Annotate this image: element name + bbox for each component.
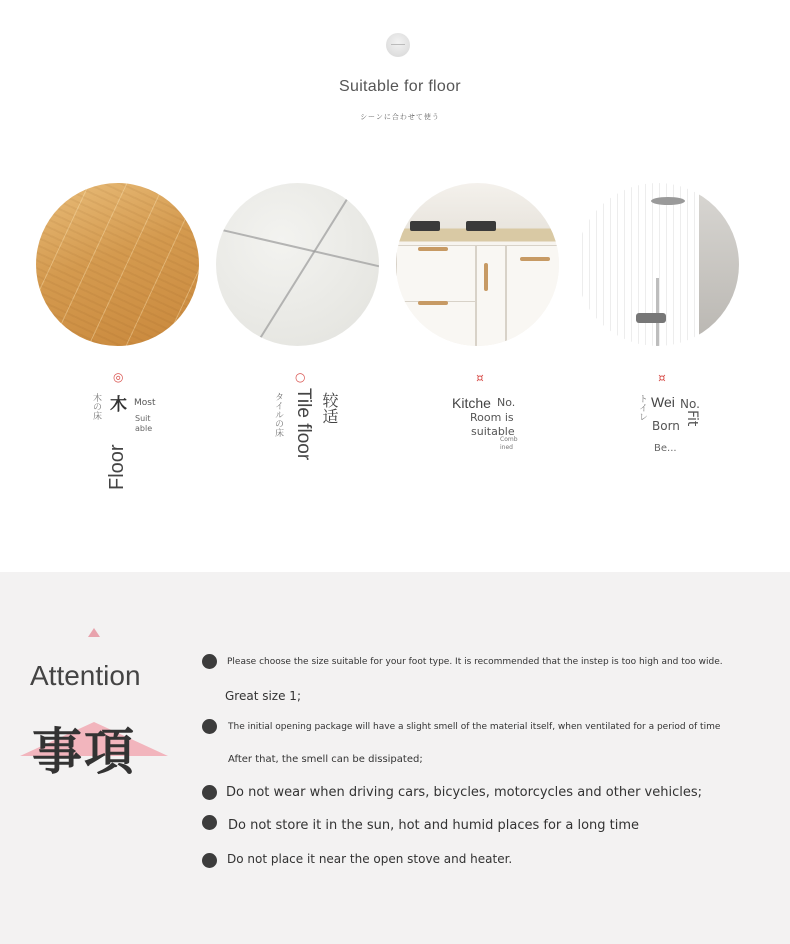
pink-triangle-icon	[88, 628, 100, 637]
tile-label-cn: 较适	[320, 392, 339, 424]
bath-label-en1: Wei	[651, 394, 675, 410]
bullet-dot-icon	[202, 719, 217, 734]
tile-floor-image	[216, 183, 379, 346]
circle-mark-icon: ○	[295, 370, 306, 384]
section-subtitle: シーンに合わせて使う	[360, 113, 440, 121]
floor-badge-icon	[386, 33, 410, 57]
kitchen-label-line3: suitable	[471, 425, 515, 436]
attention-item: Please choose the size suitable for your foot type. It is recommended that the instep is too high and too wide.	[227, 657, 723, 667]
attention-item: The initial opening package will have a slight smell of the material itself, when ventilated for a period of time	[228, 722, 721, 732]
bath-label-en3: Be...	[654, 443, 677, 454]
bullet-dot-icon	[202, 815, 217, 830]
wood-label-en: Floor	[106, 444, 128, 490]
wood-note-title: Most	[134, 398, 156, 408]
kitchen-label-no: No.	[497, 396, 516, 409]
bath-label-en2: Born	[652, 419, 680, 433]
bathroom-image	[576, 183, 739, 346]
wood-floor-image	[36, 183, 199, 346]
bullet-dot-icon	[202, 853, 217, 868]
wood-label-jp: 木の床	[91, 393, 101, 420]
bullet-dot-icon	[202, 785, 217, 800]
tile-label-en: Tile floor	[293, 388, 314, 461]
attention-title-en: Attention	[30, 660, 141, 691]
kitchen-label-line2: Room is	[470, 411, 514, 424]
attention-item: After that, the smell can be dissipated;	[228, 754, 423, 765]
kitchen-label-en: Kitche	[452, 395, 491, 411]
attention-item: Do not store it in the sun, hot and humid places for a long time	[228, 818, 640, 833]
attention-title-cn: 事項	[32, 723, 136, 781]
bath-label-fit: Fit	[684, 410, 700, 427]
section-title: Suitable for floor	[339, 78, 461, 95]
kitchen-label-small: Comb ined	[500, 436, 518, 451]
attention-item: Do not place it near the open stove and heater.	[227, 852, 513, 866]
attention-item: Do not wear when driving cars, bicycles, motorcycles and other vehicles;	[226, 785, 703, 800]
attention-item: Great size 1;	[225, 689, 301, 703]
bath-label-no: No.	[680, 397, 700, 411]
wood-note-sub: Suit able	[135, 414, 153, 433]
bath-label-jp: トイレ	[637, 394, 647, 421]
wood-label-cn: 木	[110, 395, 127, 415]
cross-circle-mark-icon: ¤	[476, 371, 484, 385]
kitchen-image	[396, 183, 559, 346]
double-circle-mark-icon: ◎	[113, 370, 124, 384]
bullet-dot-icon	[202, 654, 217, 669]
tile-label-jp: タイルの床	[273, 392, 283, 437]
cross-circle-mark-icon: ¤	[658, 371, 666, 385]
